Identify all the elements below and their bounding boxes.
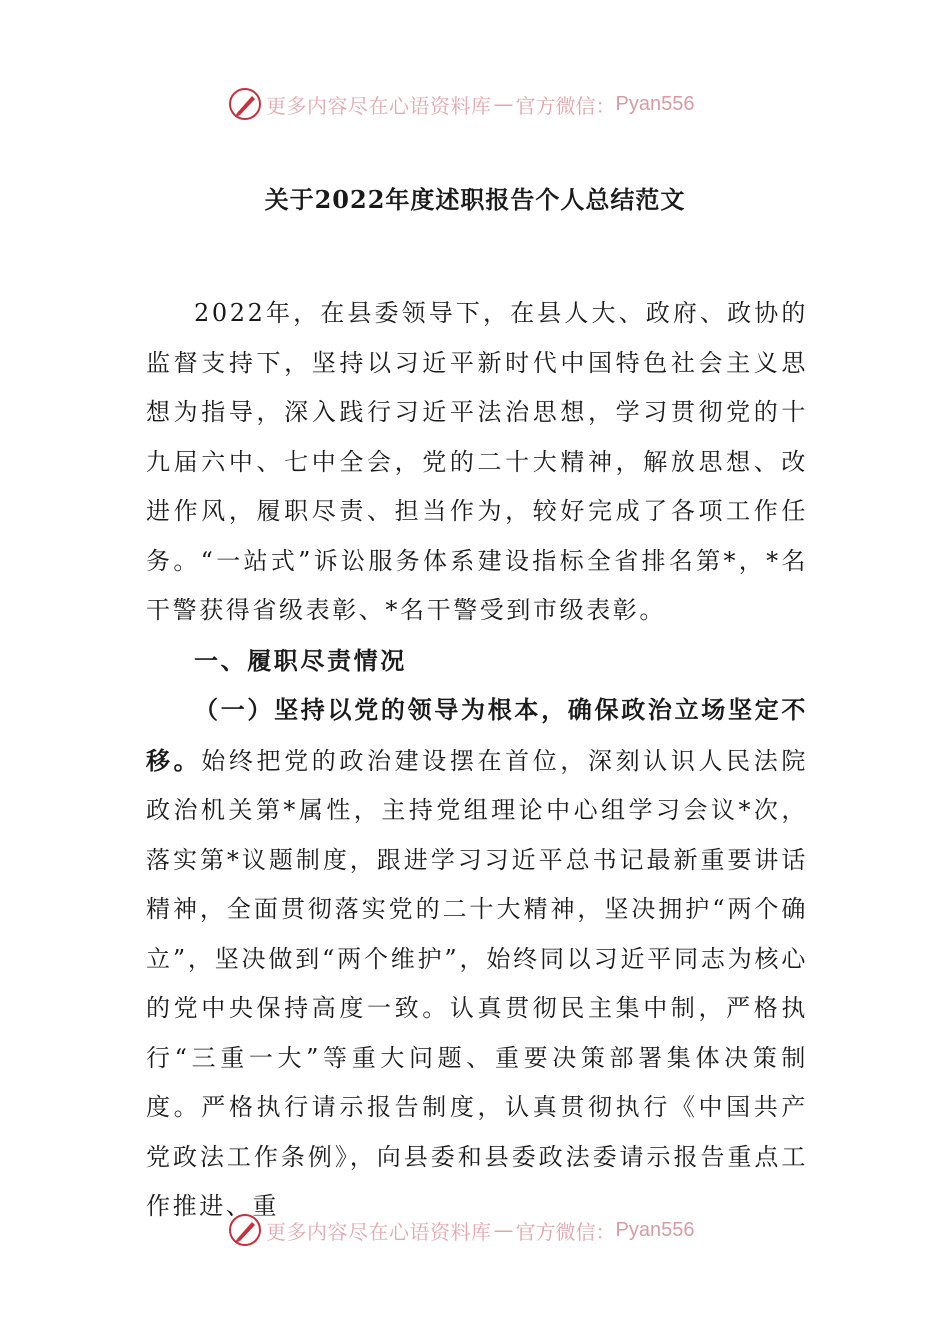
- document-body: [146, 289, 808, 1232]
- watermark-header: [228, 86, 694, 122]
- section-heading: 一、履职尽责情况: [194, 645, 407, 675]
- subsection-paragraph: [146, 685, 808, 1232]
- watermark-wechat-id: Pyan556: [615, 1218, 695, 1241]
- watermark-text: 更多内容尽在心语资料库: [266, 93, 492, 118]
- watermark-label: 官方微信：: [515, 93, 616, 118]
- watermark-text: 更多内容尽在心语资料库: [266, 1219, 492, 1244]
- subsection-body: 始终把党的政治建设摆在首位，深刻认识人民法院政治机关第*属性，主持党组理论中心组学习会议*次，落实第*议题制度，跟进学习习近平总书记最新重要讲话精神，全面贯彻落实党的二十大精神，坚决拥护“两个确立”，坚决做到“两个维护”，始终同以习近平同志为核心的党中央保持高度一致。认真贯彻民主集中制，严格执行“三重一大”等重大问题、重要决策部署集体决策制度。严格执行请示报告制度，认真贯彻执行《中国共产党政法工作条例》，向县委和县委政法委请示报告重点工作推进、重: [146, 746, 809, 1220]
- intro-paragraph: 2022年，在县委领导下，在县人大、政府、政协的监督支持下，坚持以习近平新时代中国特色社会主义思想为指导，深入践行习近平法治思想，学习贯彻党的十九届六中、七中全会，党的二十大精神，解放思想、改进作风，履职尽责、担当作为，较好完成了各项工作任务。“一站式”诉讼服务体系建设指标全省排名第*，*名干警获得省级表彰、*名干警受到市级表彰。: [146, 299, 808, 624]
- subsection-heading: （一）坚持以党的领导为根本，确保政治立场坚定不移。: [146, 695, 808, 775]
- quill-logo-icon: [228, 87, 262, 121]
- watermark-label: 官方微信：: [515, 1219, 616, 1244]
- watermark-wechat-id: Pyan556: [615, 92, 695, 115]
- watermark-separator: —: [493, 1218, 514, 1242]
- quill-logo-icon: [228, 1213, 262, 1247]
- watermark-footer: [228, 1212, 694, 1248]
- watermark-separator: —: [493, 92, 514, 116]
- document-title: 关于2022年度述职报告个人总结范文: [264, 185, 686, 214]
